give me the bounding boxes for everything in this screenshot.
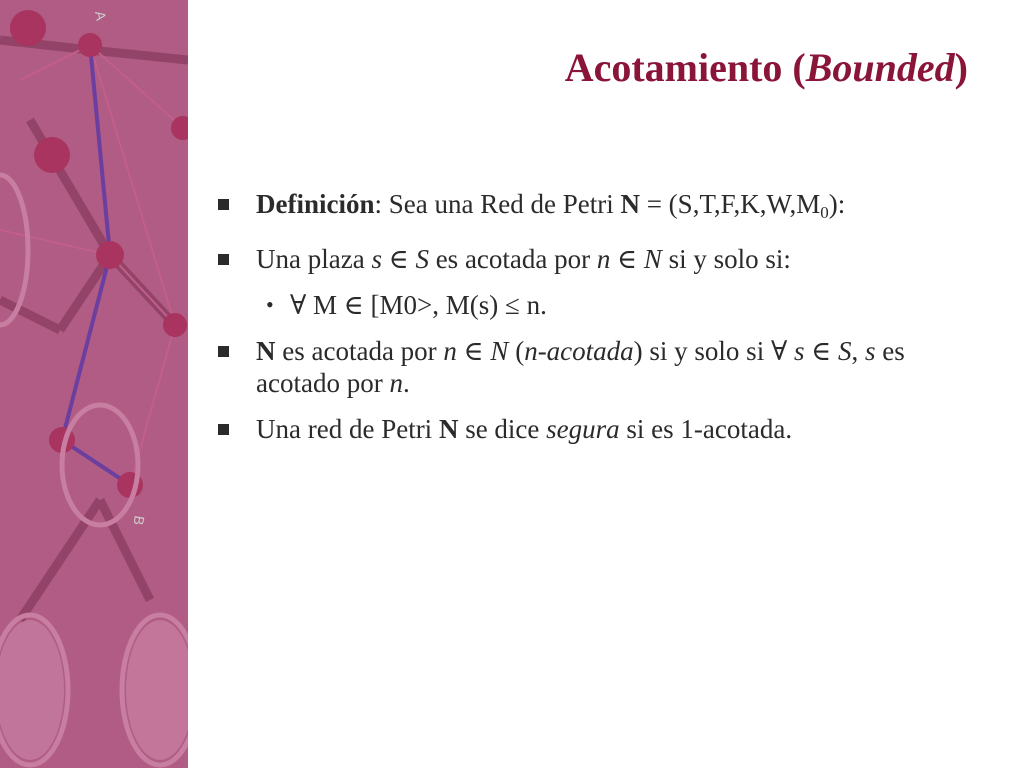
text-run: n [389,368,403,398]
text-run: es acotada por [428,244,597,274]
text-run: ∀ M ∈ [M0>, M(s) ≤ n. [290,290,547,320]
round-bullet-icon: • [266,292,274,317]
square-bullet-icon [218,254,229,265]
bullet-item [218,413,988,445]
bullet-item [218,243,988,275]
text-run: Una red de Petri [256,414,439,444]
square-bullet-icon [218,424,229,435]
petri-net-illustration [0,0,188,768]
text-run: Una plaza [256,244,372,274]
text-run: es acotada por [275,336,444,366]
text-run: N [438,414,459,444]
square-bullet-icon [218,346,229,357]
text-run: segura [546,414,620,444]
bullet-item [218,335,988,399]
text-run: ∈ [456,336,491,366]
text-run: ∈ [381,244,416,274]
text-run: n [443,336,457,366]
slide-title [565,44,968,91]
title-suffix: ) [954,45,968,90]
text-run: Definición [256,189,375,219]
text-run: N [490,336,509,366]
text-run: S [838,336,852,366]
square-bullet-icon [218,199,229,210]
decorative-sidebar [0,0,188,768]
text-run: si y solo si: [661,244,791,274]
title-italic: Bounded [805,45,955,90]
text-run: se dice [458,414,547,444]
text-run: , [851,336,865,366]
text-run: si es 1-acotada. [619,414,793,444]
text-run: n-acotada [524,336,634,366]
text-run: = (S,T,F,K,W,M [639,189,821,219]
text-run: n [596,244,611,274]
text-run: ∈ [804,336,838,366]
text-run: : Sea una Red de Petri [374,189,621,219]
text-run: . [402,368,410,398]
text-run: es acotado por [256,336,905,398]
text-run: ) si y solo si ∀ [633,336,794,366]
text-run: s [793,336,805,366]
text-run: N [643,244,662,274]
text-run: ): [828,189,846,219]
title-prefix: Acotamiento ( [564,45,806,90]
text-run: s [371,244,382,274]
text-run: 0 [820,203,829,222]
bullet-item [218,188,988,229]
sidebar-label-b: B [130,514,148,527]
text-run: N [620,189,640,219]
text-run: N [256,336,276,366]
text-run: S [415,244,429,274]
text-run: ∈ [610,244,644,274]
slide-content [218,188,988,459]
text-run: ( [508,336,525,366]
sidebar-label-a: A [92,9,110,22]
text-run: s [865,336,876,366]
sub-bullet-item [218,289,988,321]
